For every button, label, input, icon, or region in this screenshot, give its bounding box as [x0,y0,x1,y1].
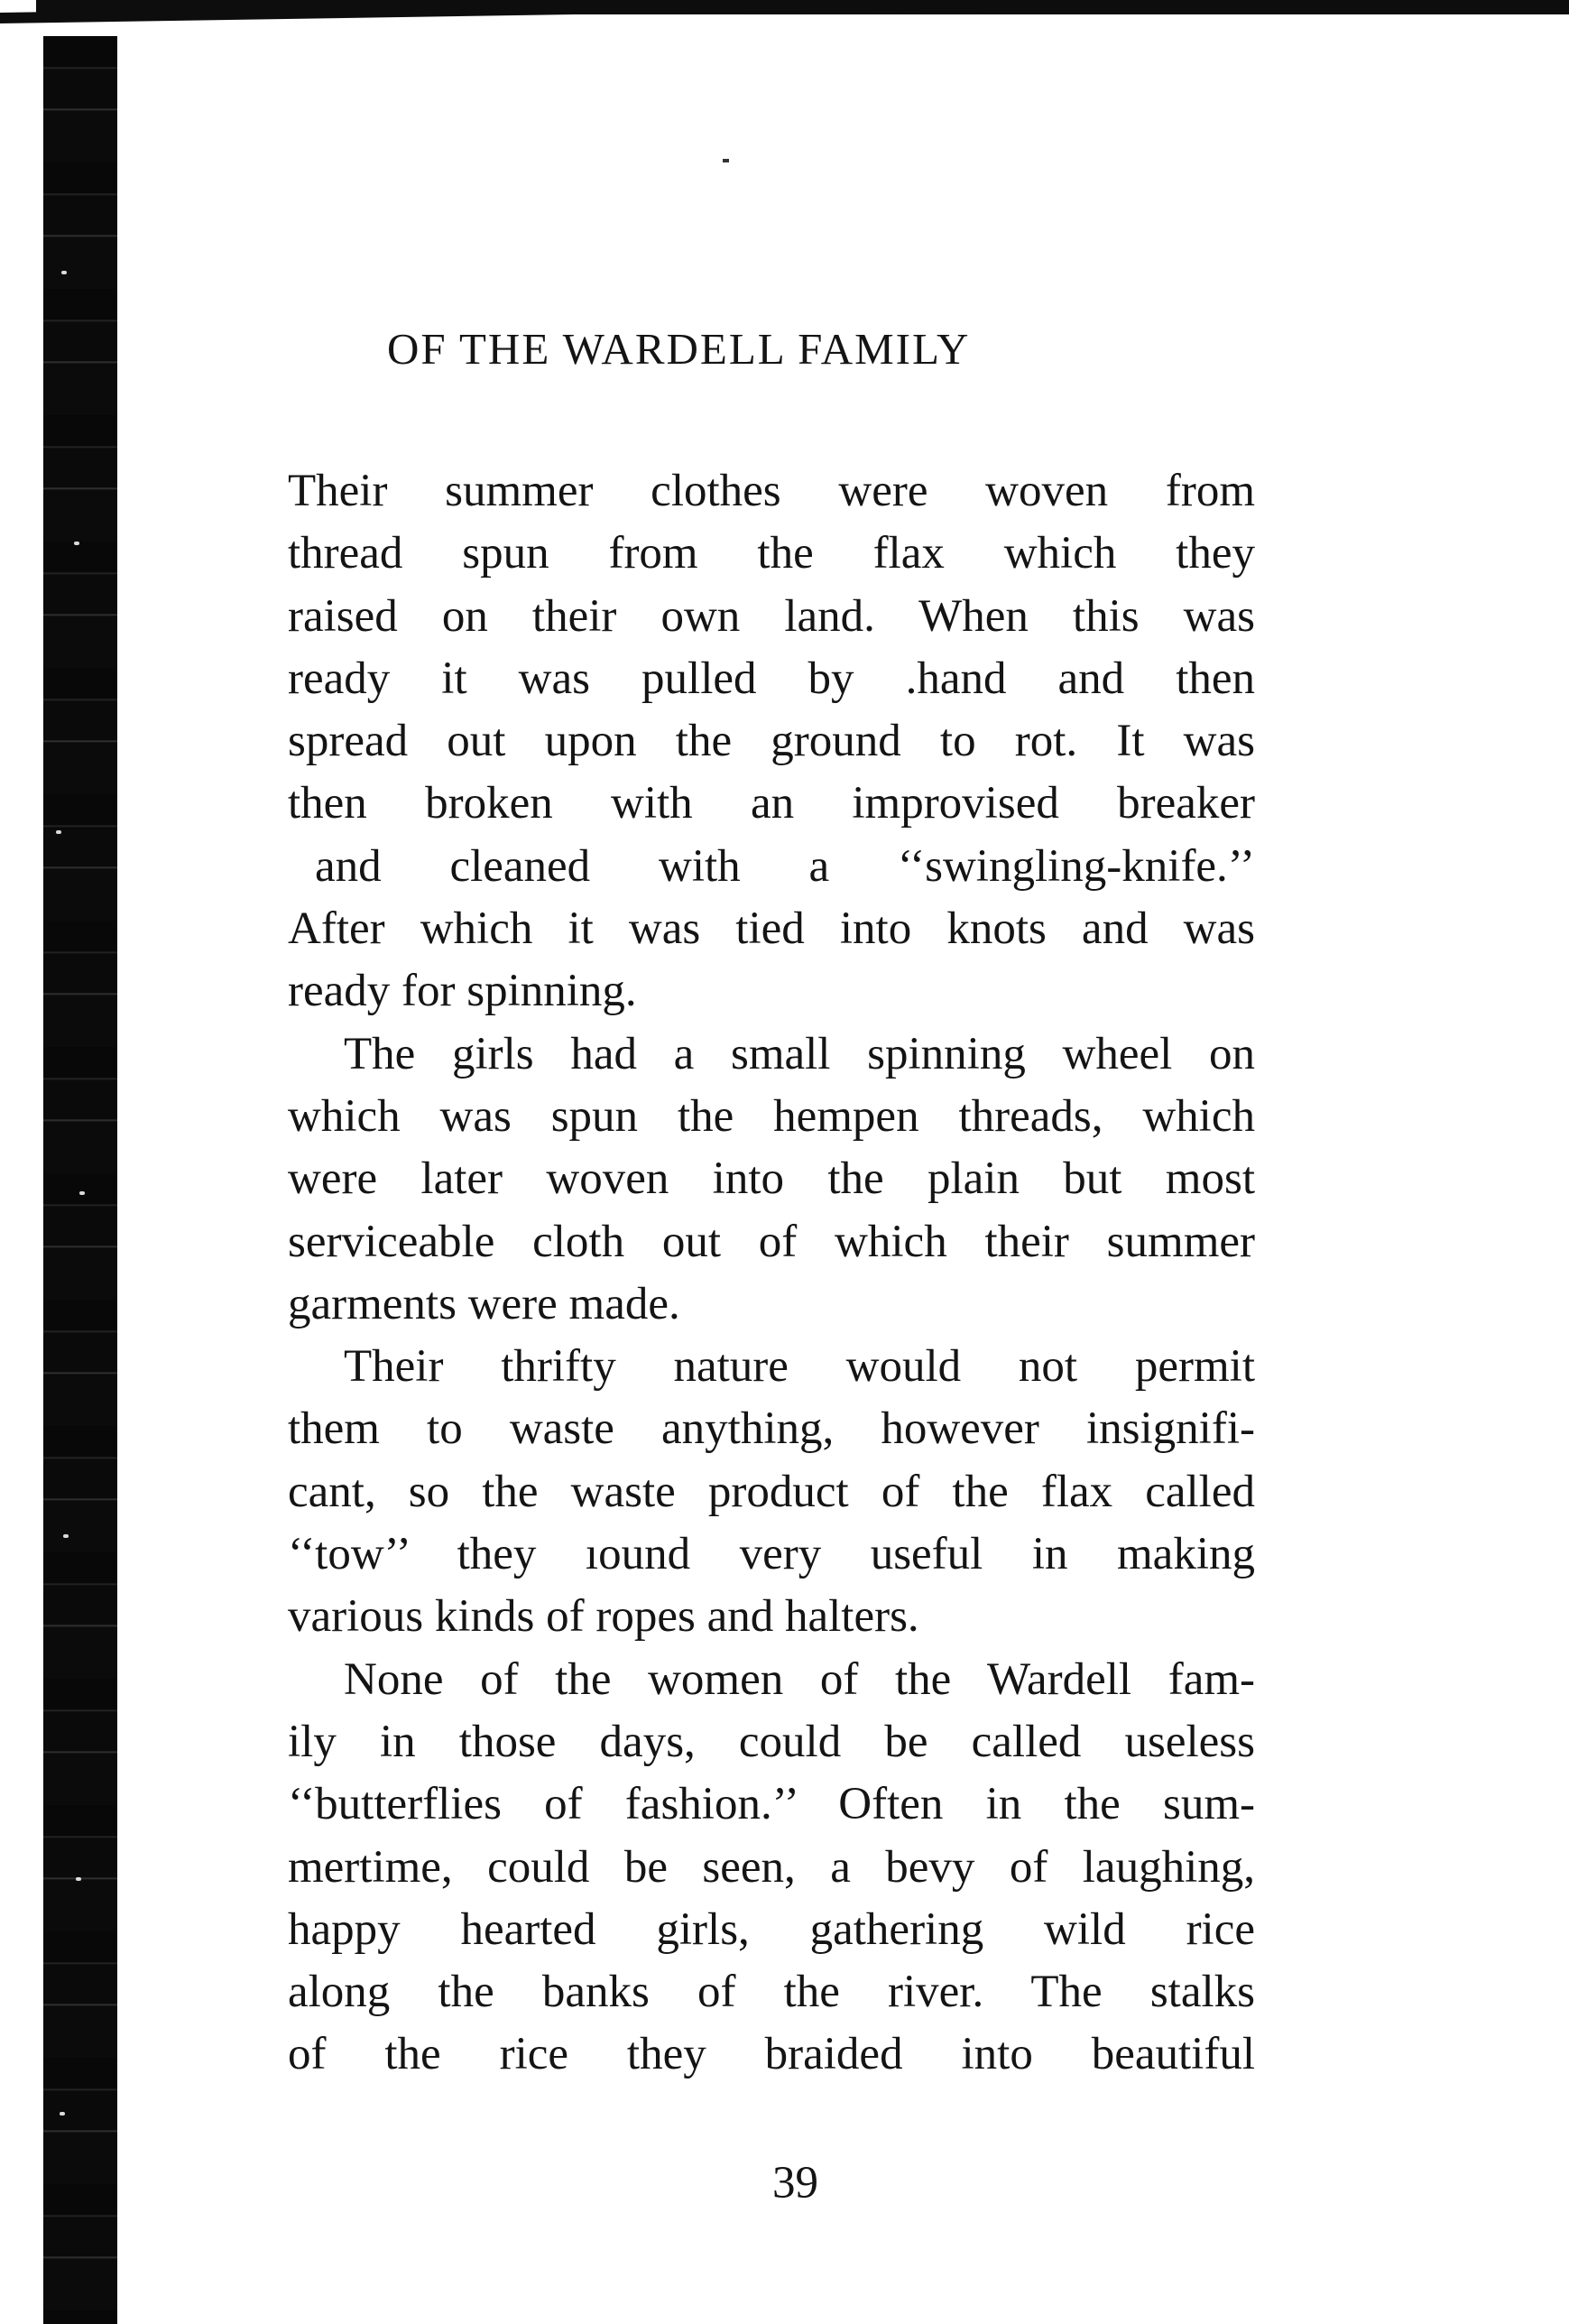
paragraph-start: The girls had a small spinning wheel on [344,1028,1255,1079]
page-number: 39 [772,2158,818,2208]
text-line: spread out upon the ground to rot. It was [288,716,1255,767]
text-line: various kinds of ropes and halters. [288,1591,919,1643]
running-head: OF THE WARDELL FAMILY [387,324,971,374]
text-line: of the rice they braided into beautiful [288,2029,1255,2080]
text-line: thread spun from the flax which they [288,528,1255,579]
text-line: and cleaned with a ‘‘swingling-knife.’’ [315,840,1255,892]
text-line: mertime, could be seen, a bevy of laughing, [288,1841,1255,1893]
scan-speck [56,830,61,834]
text-line: ready for spinning. [288,966,637,1017]
text-line: After which it was tied into knots and was [288,903,1255,955]
text-line: ily in those days, could be called useless [288,1716,1255,1767]
text-line: cant, so the waste product of the flax called [288,1466,1255,1517]
scan-speck [76,1877,81,1881]
text-line: ‘‘tow’’ they ıound very useful in making [288,1529,1255,1580]
text-line: raised on their own land. When this was [288,590,1255,642]
scan-speck [60,2112,65,2116]
scan-speck [79,1191,85,1195]
scan-speck [61,271,67,274]
text-line: them to waste anything, however insignifi- [288,1403,1255,1455]
scan-speck [74,542,79,545]
text-line: were later woven into the plain but most [288,1153,1255,1205]
print-mark [723,159,729,162]
text-line: then broken with an improvised breaker [288,778,1255,829]
scan-binding-edge [43,36,117,2324]
text-line: garments were made. [288,1278,680,1329]
text-line: ‘‘butterflies of fashion.’’ Often in the sum- [288,1779,1255,1830]
body-text [288,460,1255,2087]
scan-top-edge [0,0,1569,52]
text-line: along the banks of the river. The stalks [288,1967,1255,2018]
paragraph-start: None of the women of the Wardell fam- [344,1653,1255,1705]
text-line: which was spun the hempen threads, which [288,1090,1255,1142]
text-line: ready it was pulled by .hand and then [288,653,1255,704]
scan-speck [63,1534,69,1538]
text-line: happy hearted girls, gathering wild rice [288,1903,1255,1955]
text-line: Their summer clothes were woven from [288,466,1255,516]
text-line: serviceable cloth out of which their summer [288,1216,1255,1267]
paragraph-start: Their thrifty nature would not permit [344,1341,1255,1393]
